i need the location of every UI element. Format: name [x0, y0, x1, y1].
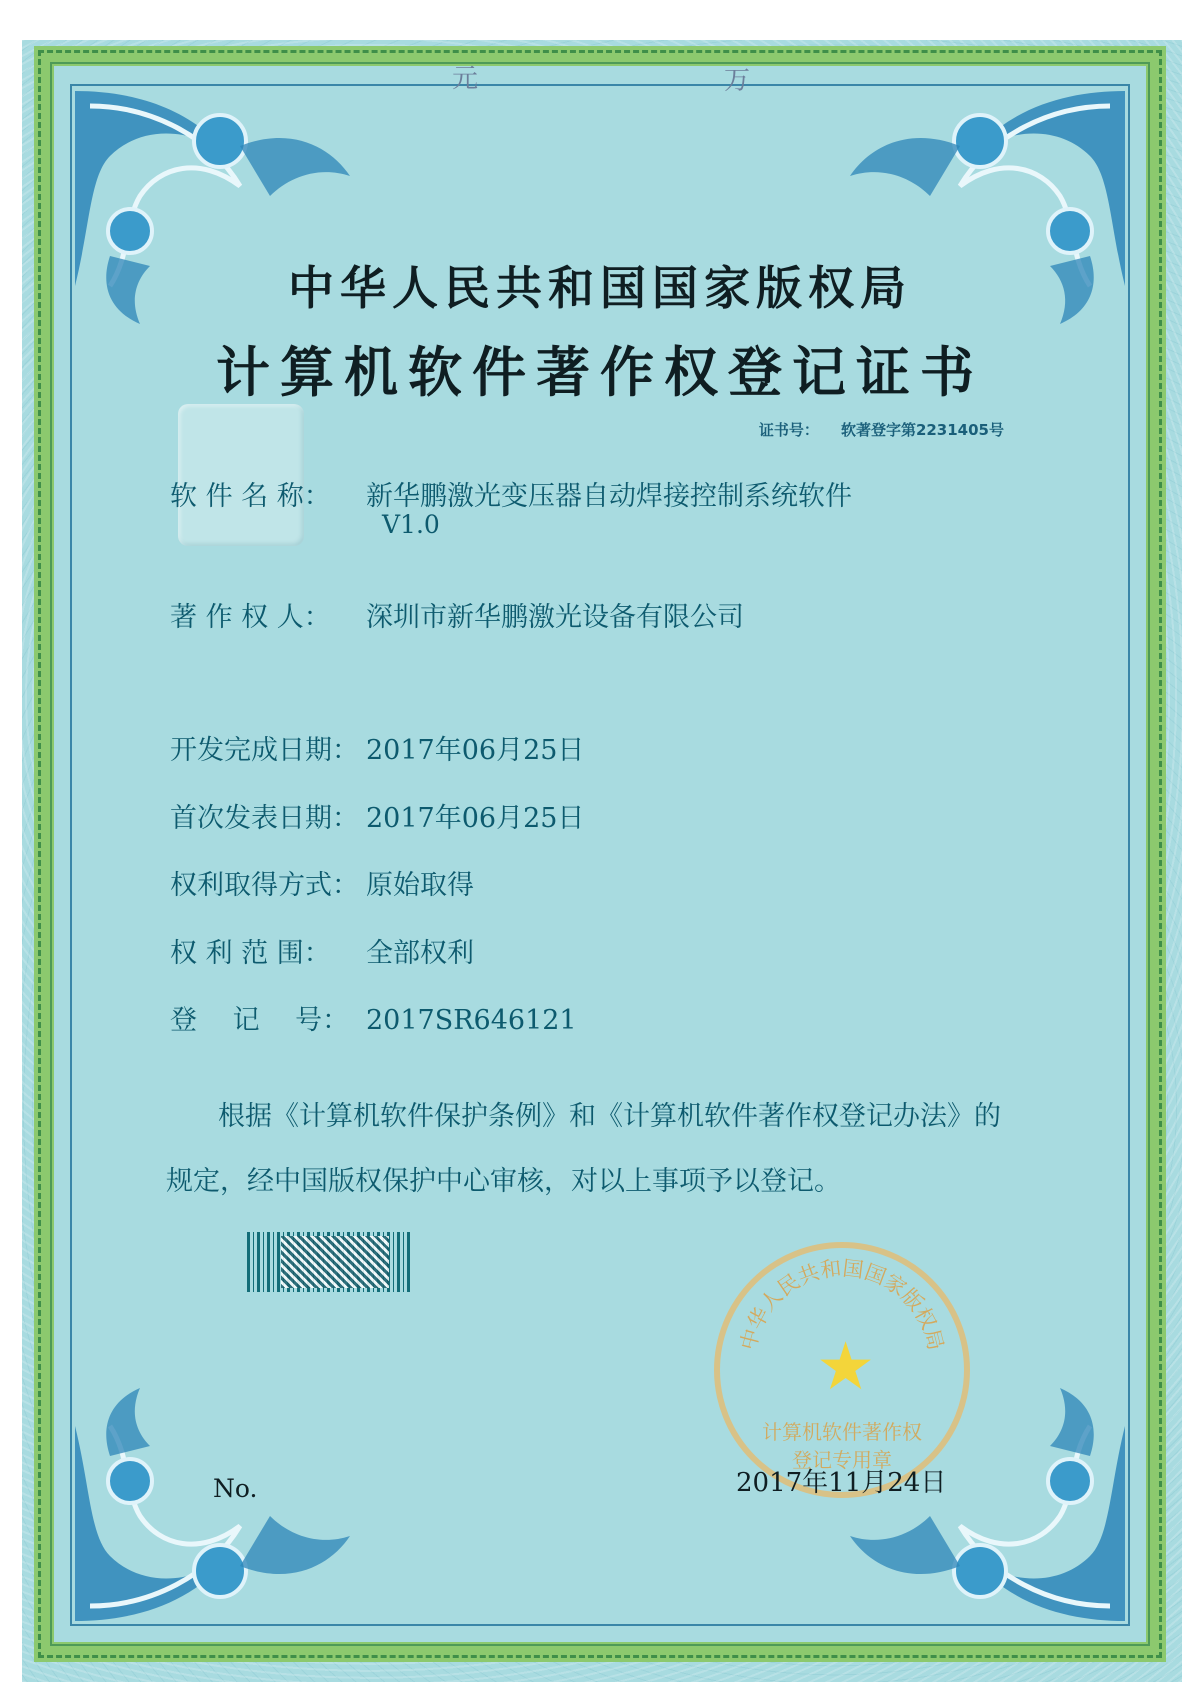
field-value: 2017年06月25日: [366, 735, 585, 766]
issue-date: 2017年11月24日: [736, 1468, 947, 1498]
official-seal: [714, 1242, 970, 1498]
field-label: 登 记 号：: [170, 1005, 350, 1036]
certificate-title: 计算机软件著作权登记证书: [216, 341, 984, 404]
field-software-name: [170, 474, 852, 513]
software-version: V1.0: [382, 510, 440, 539]
field-label: 权利取得方式：: [170, 870, 359, 901]
corner-ornament-icon: [70, 1386, 370, 1626]
certificate-number-label: 证书号：: [758, 421, 819, 439]
handwritten-mark: 元: [452, 64, 479, 94]
field-value: 新华鹏激光变压器自动焊接控制系统软件: [366, 481, 852, 512]
field-copyright-owner: [170, 595, 744, 634]
serial-number-label: No.: [213, 1474, 258, 1503]
seal-text-line-1: 计算机软件著作权: [762, 1420, 922, 1444]
seal-text-line-2: 登记专用章: [792, 1448, 892, 1472]
field-acquisition-method: [170, 863, 474, 902]
field-value: 深圳市新华鹏激光设备有限公司: [366, 602, 744, 633]
field-label: 软 件 名 称：: [170, 481, 331, 512]
field-label: 开发完成日期：: [170, 735, 359, 766]
field-rights-scope: [170, 931, 474, 970]
certificate-number: [759, 419, 1004, 440]
handwritten-mark: 万: [724, 66, 751, 96]
field-label: 权 利 范 围：: [170, 938, 331, 969]
field-development-date: [170, 728, 584, 767]
statement-line-2: 规定，经中国版权保护中心审核，对以上事项予以登记。: [166, 1166, 841, 1197]
field-registration-number: [170, 998, 577, 1037]
qr-code-icon: [281, 1236, 389, 1288]
field-value: 2017SR646121: [366, 1005, 577, 1036]
seal-ring-text: 中华人民共和国国家版权局: [736, 1256, 948, 1353]
statement-line-1: 根据《计算机软件保护条例》和《计算机软件著作权登记办法》的: [218, 1101, 1001, 1132]
field-publication-date: [170, 796, 584, 835]
field-value: 原始取得: [366, 870, 474, 901]
issuing-authority-title: 中华人民共和国国家版权局: [288, 261, 912, 315]
field-value: 2017年06月25日: [366, 803, 585, 834]
certificate-number-value: 软著登字第2231405号: [840, 421, 1004, 439]
field-label: 首次发表日期：: [170, 803, 359, 834]
star-icon: ★: [816, 1328, 876, 1405]
field-label: 著 作 权 人：: [170, 602, 331, 633]
field-value: 全部权利: [366, 938, 474, 969]
